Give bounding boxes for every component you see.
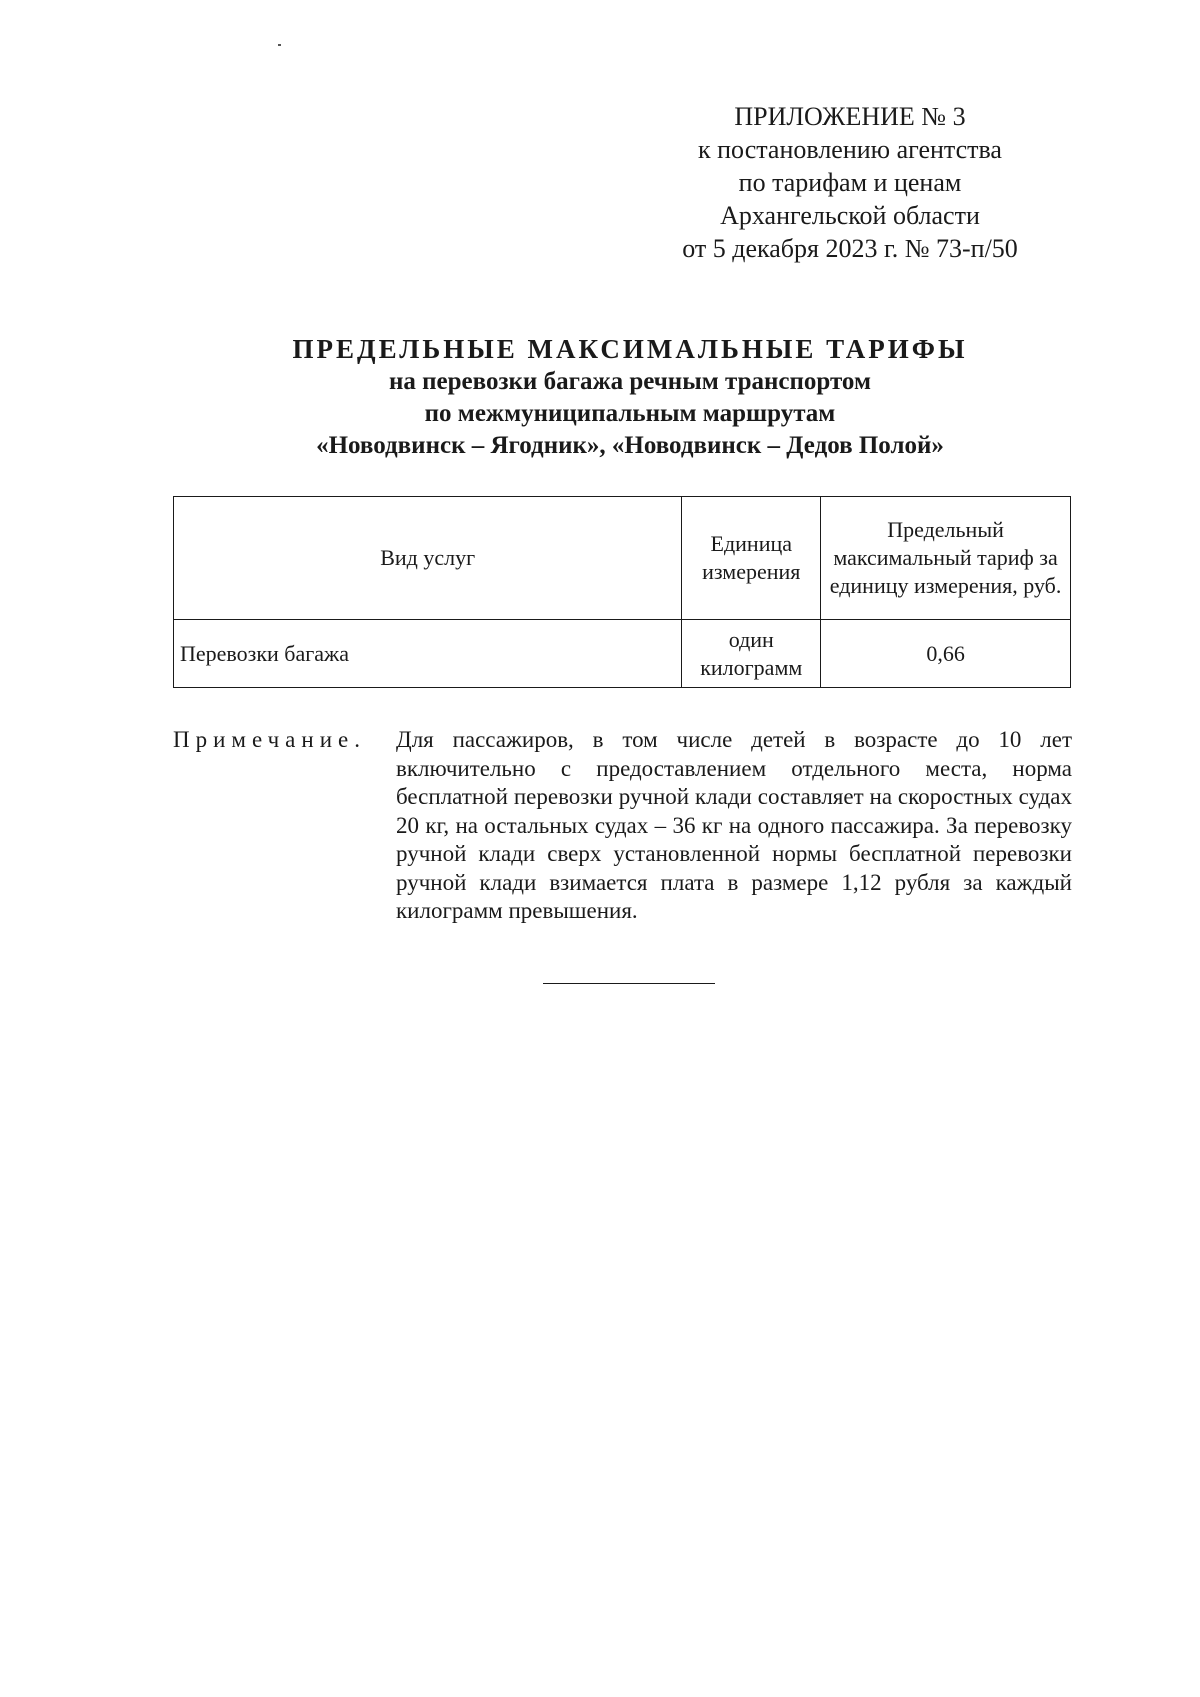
appendix-date-number: от 5 декабря 2023 г. № 73-п/50 (682, 234, 1018, 263)
document-subtitle-line: на перевозки багажа речным транспортом (389, 368, 871, 395)
appendix-reference-line: Архангельской области (720, 201, 980, 230)
end-divider (543, 983, 715, 984)
appendix-number: ПРИЛОЖЕНИЕ № 3 (734, 102, 966, 131)
note-text: Для пассажиров, в том числе детей в возрасте до 10 лет включительно с предоставлением отдельного места, норма бесплатной перевозки ручной клади составляет на скоростных судах 20 кг, на остальных судах – 36 кг на одного пассажира. За перевозку ручной клади сверх установленной нормы бесплатной перевозки ручной клади взимается плата в размере 1,12 рубля за каждый килограмм превышения. (396, 727, 1072, 923)
tariff-table (173, 496, 1071, 688)
document-subtitle-line: по межмуниципальным маршрутам (424, 400, 836, 427)
appendix-block (660, 100, 1040, 265)
cell-tariff: 0,66 (821, 620, 1071, 688)
appendix-reference-line: по тарифам и ценам (738, 168, 962, 197)
cell-unit: один килограмм (682, 620, 821, 688)
document-subtitle-line: «Новодвинск – Ягодник», «Новодвинск – Дедов Полой» (316, 432, 944, 459)
document-title: ПРЕДЕЛЬНЫЕ МАКСИМАЛЬНЫЕ ТАРИФЫ (292, 334, 968, 364)
document-heading (100, 332, 1160, 462)
table-header-row (174, 497, 1071, 620)
appendix-reference-line: к постановлению агентства (698, 135, 1002, 164)
table-row (174, 620, 1071, 688)
header-service: Вид услуг (174, 497, 682, 620)
header-unit: Единица измерения (682, 497, 821, 620)
note-label: Примечание. (173, 727, 366, 752)
cell-service: Перевозки багажа (174, 620, 682, 688)
scan-artifact-dot (278, 44, 281, 46)
header-tariff: Предельный максимальный тариф за единицу измерения, руб. (821, 497, 1071, 620)
